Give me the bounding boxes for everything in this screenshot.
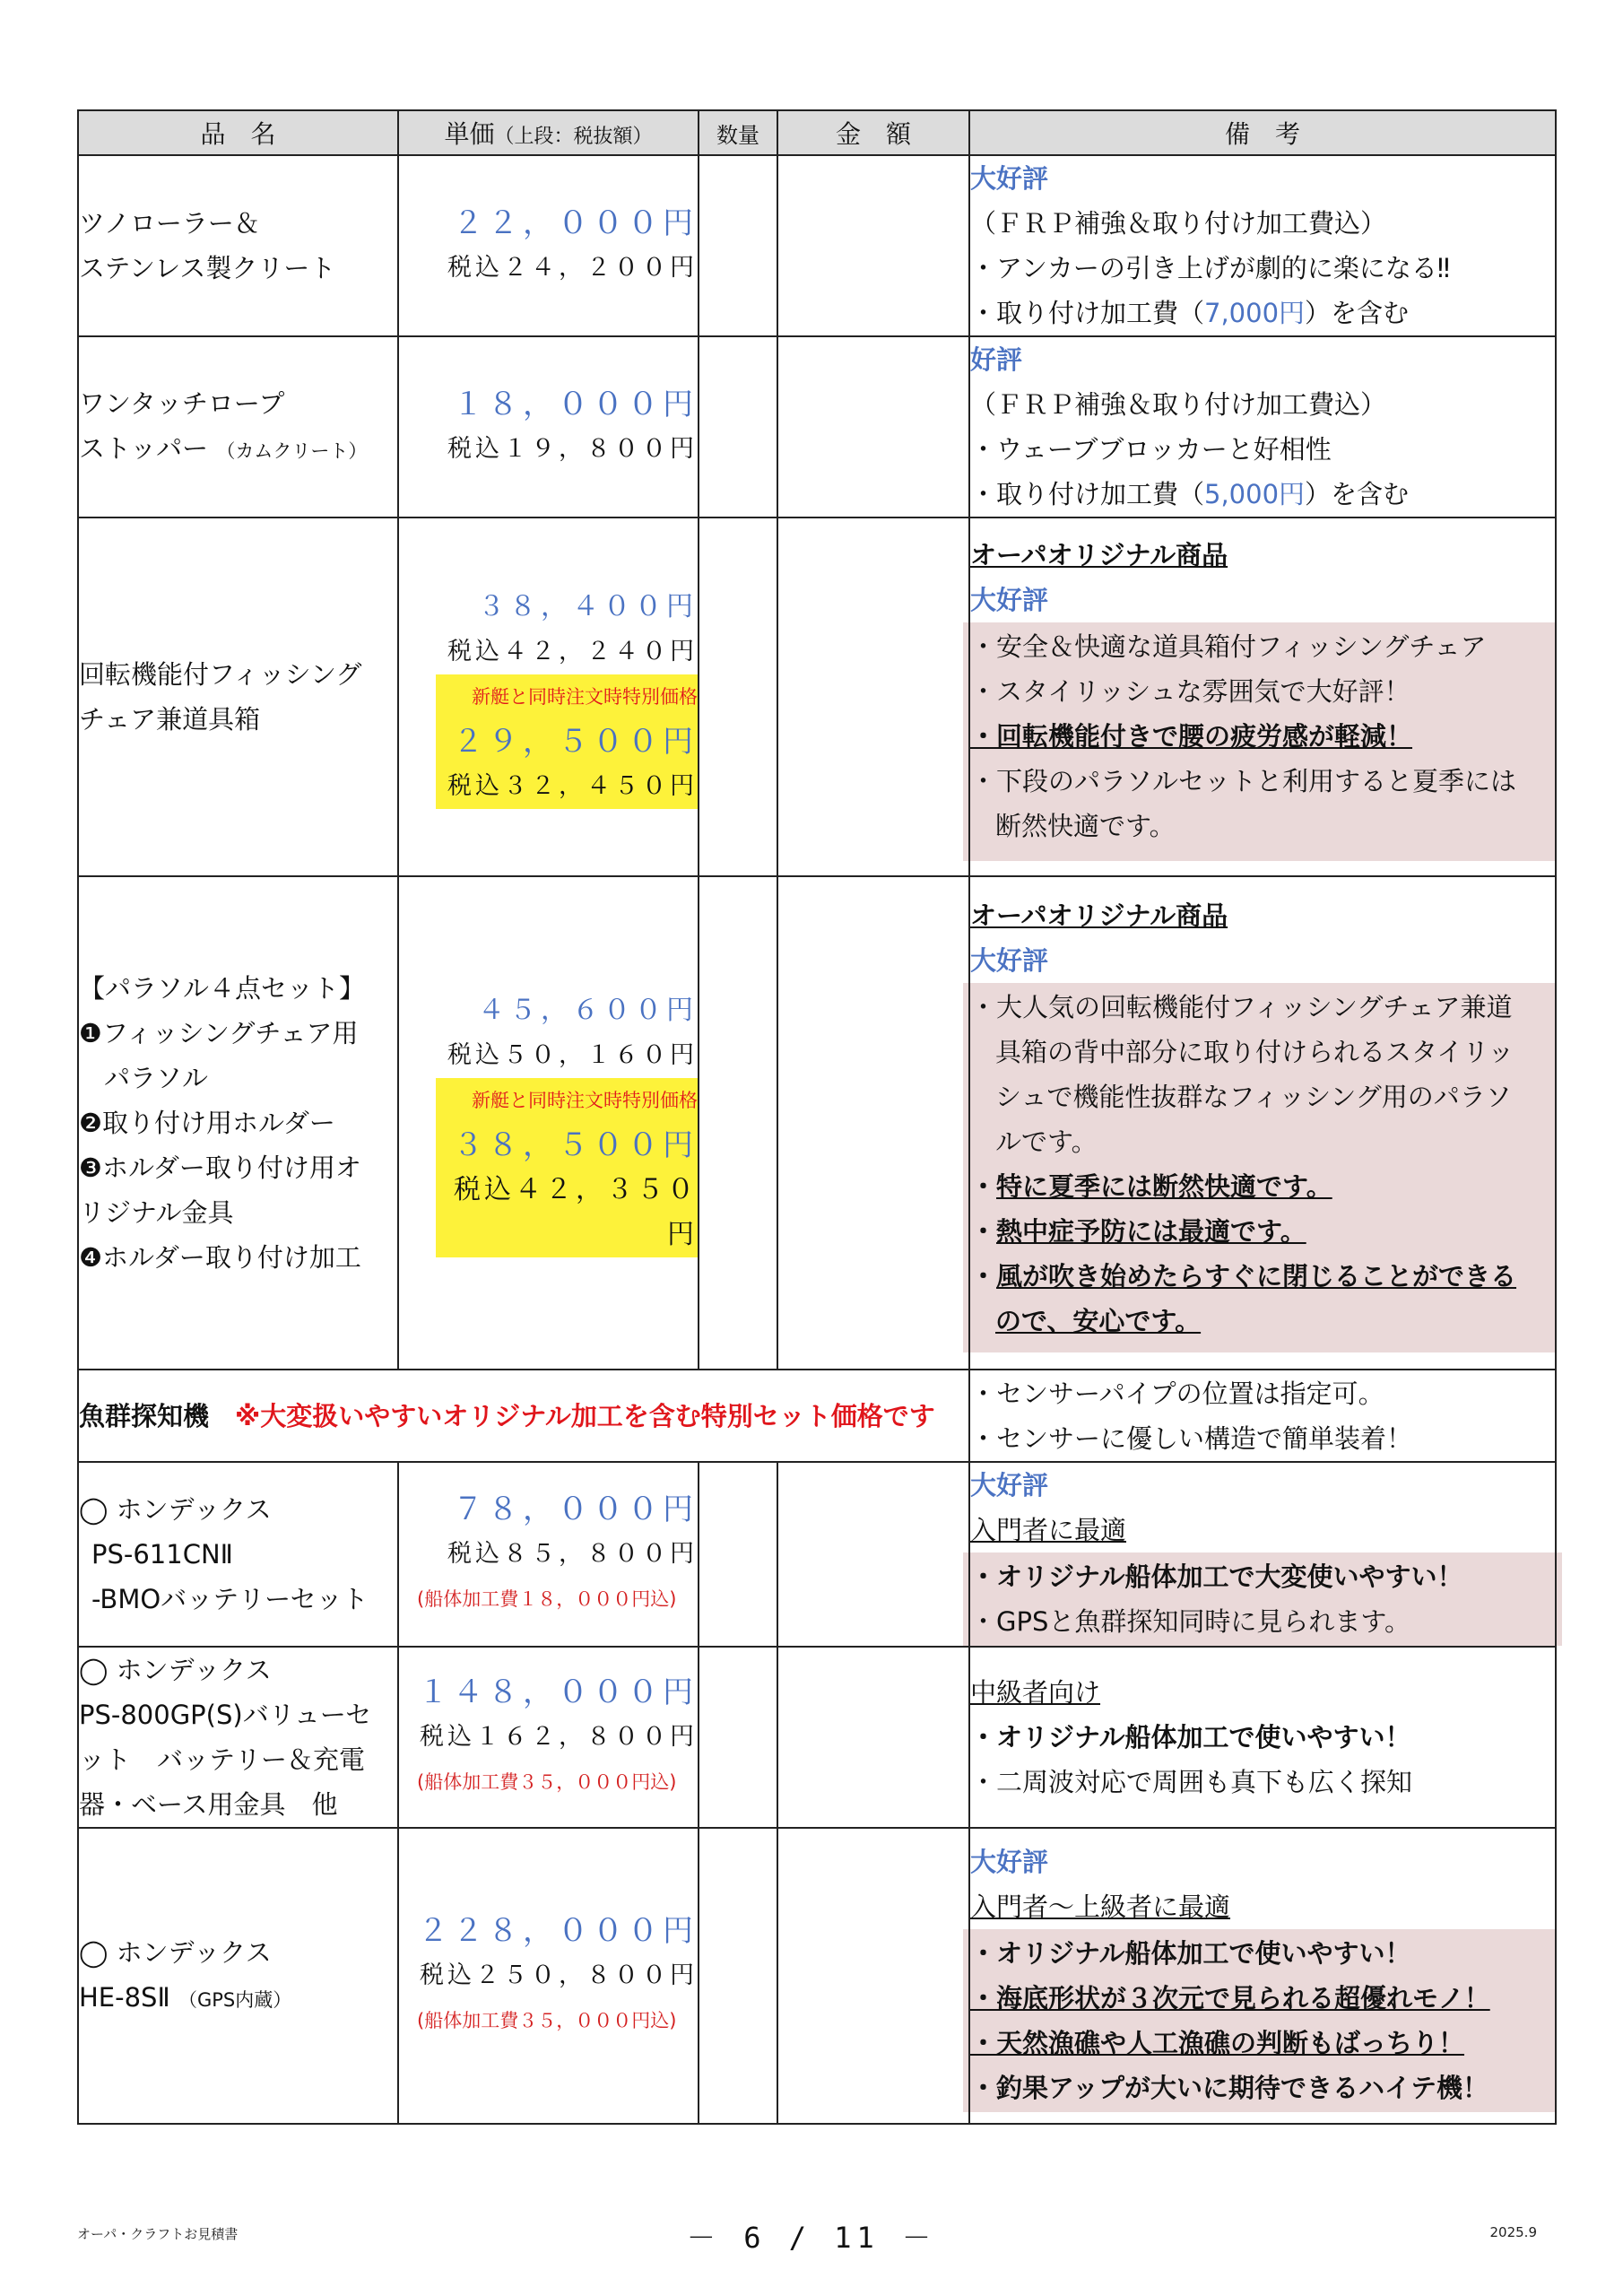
fish-finder-notice: ※大変扱いやすいオリジナル加工を含む特別セット価格です [235,1400,935,1431]
note-line: ・ウェーブブロッカーと好相性 [970,434,1332,465]
footer-doc-title: オーパ・クラフトお見積書 [77,2226,239,2242]
note-fee-post: ）を含む [1305,298,1410,328]
hull-processing-remark: (船体加工費１８，０００円込) [417,1588,677,1610]
price-excl-tax: ４５，６００円 [478,995,698,1026]
item-name-line: ❷取り付け用ホルダー [79,1108,335,1138]
item-name-cell [78,517,398,876]
note-line: ・オリジナル船体加工で使いやすい！ [970,1938,1411,1969]
special-price-box [436,674,698,809]
note-line: ・安全＆快適な道具箱付フィッシングチェア [970,631,1487,662]
note-underlined-text: 特に夏季には断然快適です。 [996,1171,1332,1202]
special-price-label: 新艇と同時注文時特別価格 [472,686,698,708]
note-line: ・オリジナル船体加工で大変使いやすい！ [970,1561,1463,1592]
note-line: （ＦＲＰ補強＆取り付け加工費込） [970,208,1387,239]
note-title: オーパオリジナル商品 [970,540,1228,570]
notes-cell [969,1370,1556,1462]
header-notes: 備 考 [969,110,1556,155]
table-row [78,336,1556,517]
item-name-line: -BMOバッテリーセット [91,1584,369,1614]
unit-price-cell [398,517,699,876]
note-line: ・特に夏季には断然快適です。 [970,1171,1332,1202]
item-name-line: ❹ホルダー取り付け加工 [79,1242,361,1273]
item-name-line: 回転機能付フィッシング [79,659,362,690]
notes-cell [969,517,1556,876]
amount-cell[interactable] [777,155,969,336]
item-name-line [79,426,397,474]
note-tag: 大好評 [970,945,1049,976]
item-name-line: PS-611CNⅡ [91,1539,233,1570]
note-tag: 好評 [970,344,1023,375]
price-excl-tax: ７８，０００円 [453,1492,698,1527]
price-excl-tax: ３８，４００円 [478,591,698,622]
hull-processing-remark: (船体加工費３５，０００円込) [417,2010,677,2031]
item-name-line: ◯ ホンデックス [79,1936,272,1968]
table-row [78,1462,1556,1647]
unit-price-cell [398,336,699,517]
unit-price-cell [398,1462,699,1647]
note-tag: 大好評 [970,585,1049,615]
item-name-line: PS-800GP(S)バリューセ [79,1700,372,1730]
item-name-text: ストッパー [79,432,209,464]
item-name-title: 【パラソル４点セット】 [79,973,366,1004]
table-row [78,155,1556,336]
note-underlined-text: 風が吹き始めたらすぐに閉じることができる [996,1261,1517,1292]
price-incl-tax: 税込２５０，８００円 [420,1961,698,1989]
price-excl-tax: １８，０００円 [453,387,698,422]
quantity-cell[interactable] [699,517,777,876]
note-fee: 5,000円 [1204,479,1306,509]
note-line: ・風が吹き始めたらすぐに閉じることができる [970,1261,1517,1292]
header-amount: 金 額 [777,110,969,155]
header-unit-price [398,110,699,155]
note-line-underlined: ・海底形状が３次元で見られる超優れモノ！ [970,1983,1490,2013]
price-incl-tax: 税込５０，１６０円 [447,1041,698,1069]
item-name-line [79,1975,397,2022]
note-fee-pre: ・取り付け加工費（ [970,298,1205,328]
header-unit-price-label: 単価 [444,119,495,149]
unit-price-cell [398,1647,699,1828]
note-line [970,1299,1548,1344]
note-highlight-box [963,983,1555,1352]
amount-cell[interactable] [777,876,969,1370]
note-tag: 大好評 [970,163,1049,194]
note-line: ・センサーに優しい構造で簡単装着！ [970,1422,1413,1454]
amount-cell[interactable] [777,1828,969,2124]
note-tag: 大好評 [970,1470,1049,1500]
item-name-cell [78,336,398,517]
note-line: ・釣果アップが大いに期待できるハイテ機！ [970,2073,1488,2103]
item-name-cell [78,1828,398,2124]
note-line: ・下段のパラソルセットと利用すると夏季には [970,766,1517,796]
note-line: ・熱中症予防には最適です。 [970,1216,1306,1247]
quantity-cell[interactable] [699,1828,777,2124]
note-line-underlined: ・回転機能付きで腰の疲労感が軽減！ [970,721,1413,752]
note-line: ・二周波対応で周囲も真下も広く探知 [970,1767,1413,1797]
note-highlight-box [963,622,1555,861]
hull-processing-remark: (船体加工費３５，０００円込) [417,1771,677,1793]
note-level: 入門者～上級者に最適 [970,1892,1231,1922]
note-line-underlined: ・天然漁礁や人工漁礁の判断もばっちり！ [970,2028,1465,2058]
table-header-row [78,110,1556,155]
table-row [78,876,1556,1370]
note-title: オーパオリジナル商品 [970,900,1228,931]
special-price-incl-tax: 税込４２，３５０円 [454,1174,698,1250]
unit-price-cell [398,155,699,336]
item-name-line: チェア兼道具箱 [79,704,261,735]
note-level: 中級者向け [970,1677,1101,1708]
item-name-cell [78,1647,398,1828]
amount-cell[interactable] [777,1462,969,1647]
fish-finder-section-row [78,1370,1556,1462]
note-level: 入門者に最適 [970,1515,1127,1545]
page-number: － 6 / 11 － [686,2221,937,2255]
special-price-incl-tax: 税込３２，４５０円 [447,772,698,800]
item-name-text: HE-8SⅡ [79,1981,170,2013]
quantity-cell[interactable] [699,1462,777,1647]
notes-cell [969,336,1556,517]
notes-cell [969,1647,1556,1828]
quantity-cell[interactable] [699,1647,777,1828]
notes-cell [969,155,1556,336]
item-name-line: パラソル [104,1063,209,1093]
note-fee-post: ）を含む [1305,479,1410,509]
note-highlight-box [963,1929,1555,2112]
note-tag: 大好評 [970,1847,1049,1877]
item-name-cell [78,876,398,1370]
note-line: ・スタイリッシュな雰囲気で大好評！ [970,676,1410,707]
estimate-table [77,109,1557,2125]
item-name-line: ツノローラー＆ [79,208,260,239]
note-fee: 7,000円 [1204,298,1306,328]
quantity-cell[interactable] [699,155,777,336]
price-excl-tax: ２２，０００円 [453,205,698,241]
quantity-cell[interactable] [699,876,777,1370]
note-line: ・センサーパイプの位置は指定可。 [970,1378,1384,1409]
item-name-line: ◯ ホンデックス [79,1494,272,1525]
special-price: ２９，５００円 [453,724,698,760]
item-name-line: リジナル金具 [79,1197,234,1228]
fish-finder-section-label [78,1370,969,1462]
note-underlined-text: ので、安心です。 [995,1306,1202,1336]
item-name-line: ット バッテリー＆充電 [79,1744,366,1775]
table-row [78,1647,1556,1828]
notes-cell [969,1828,1556,2124]
amount-cell[interactable] [777,1647,969,1828]
note-line: 具箱の背中部分に取り付けられるスタイリッ [995,1037,1515,1067]
price-incl-tax: 税込１６２，８００円 [420,1723,698,1751]
unit-price-cell [398,1828,699,2124]
note-fee-pre: ・取り付け加工費（ [970,479,1205,509]
item-name-line: ◯ ホンデックス [79,1655,272,1685]
note-line [970,472,1555,517]
item-name-cell [78,155,398,336]
item-name-cell [78,1462,398,1647]
note-highlight-box [963,1552,1562,1646]
header-quantity: 数量 [699,110,777,155]
special-price: ３８，５００円 [453,1127,698,1163]
notes-cell [969,876,1556,1370]
item-name-line: 器・ベース用金具 他 [79,1789,338,1820]
note-line: ・大人気の回転機能付フィッシングチェア兼道 [970,992,1513,1022]
item-name-subtext: （GPS内蔵） [178,1988,292,2011]
note-line: ルです。 [995,1126,1098,1157]
note-line [970,291,1555,335]
table-row [78,1828,1556,2124]
item-name-line: ❶フィッシングチェア用 [79,1018,359,1048]
note-line: ・GPSと魚群探知同時に見られます。 [970,1606,1411,1637]
special-price-label: 新艇と同時注文時特別価格 [472,1090,698,1111]
note-line: （ＦＲＰ補強＆取り付け加工費込） [970,389,1387,420]
price-excl-tax: １４８，０００円 [418,1674,698,1710]
note-underlined-text: 熱中症予防には最適です。 [996,1216,1306,1247]
price-incl-tax: 税込８５，８００円 [447,1540,698,1568]
item-name-line: ワンタッチロープ [79,387,285,419]
note-line: 断然快適です。 [995,811,1176,841]
note-line: ・アンカーの引き上げが劇的に楽になる‼ [970,253,1450,283]
header-item-name: 品 名 [78,110,398,155]
header-unit-price-sub: （上段：税抜額） [494,126,653,148]
quantity-cell[interactable] [699,336,777,517]
price-incl-tax: 税込４２，２４０円 [447,638,698,665]
item-name-subtext: （カムクリート） [216,439,368,462]
table-row [78,517,1556,876]
unit-price-cell [398,876,699,1370]
notes-cell [969,1462,1556,1647]
special-price-box [436,1078,698,1257]
price-incl-tax: 税込１９，８００円 [447,435,698,463]
fish-finder-label: 魚群探知機 [79,1400,210,1431]
price-incl-tax: 税込２４，２００円 [447,254,698,282]
note-line: ・オリジナル船体加工で使いやすい！ [970,1722,1411,1752]
amount-cell[interactable] [777,336,969,517]
item-name-line: ステンレス製クリート [79,253,336,283]
note-line: シュで機能性抜群なフィッシング用のパラソ [995,1082,1512,1112]
amount-cell[interactable] [777,517,969,876]
price-excl-tax: ２２８，０００円 [418,1913,698,1949]
item-name-line: ❸ホルダー取り付け用オ [79,1152,361,1183]
footer-date: 2025.9 [1489,2224,1537,2240]
